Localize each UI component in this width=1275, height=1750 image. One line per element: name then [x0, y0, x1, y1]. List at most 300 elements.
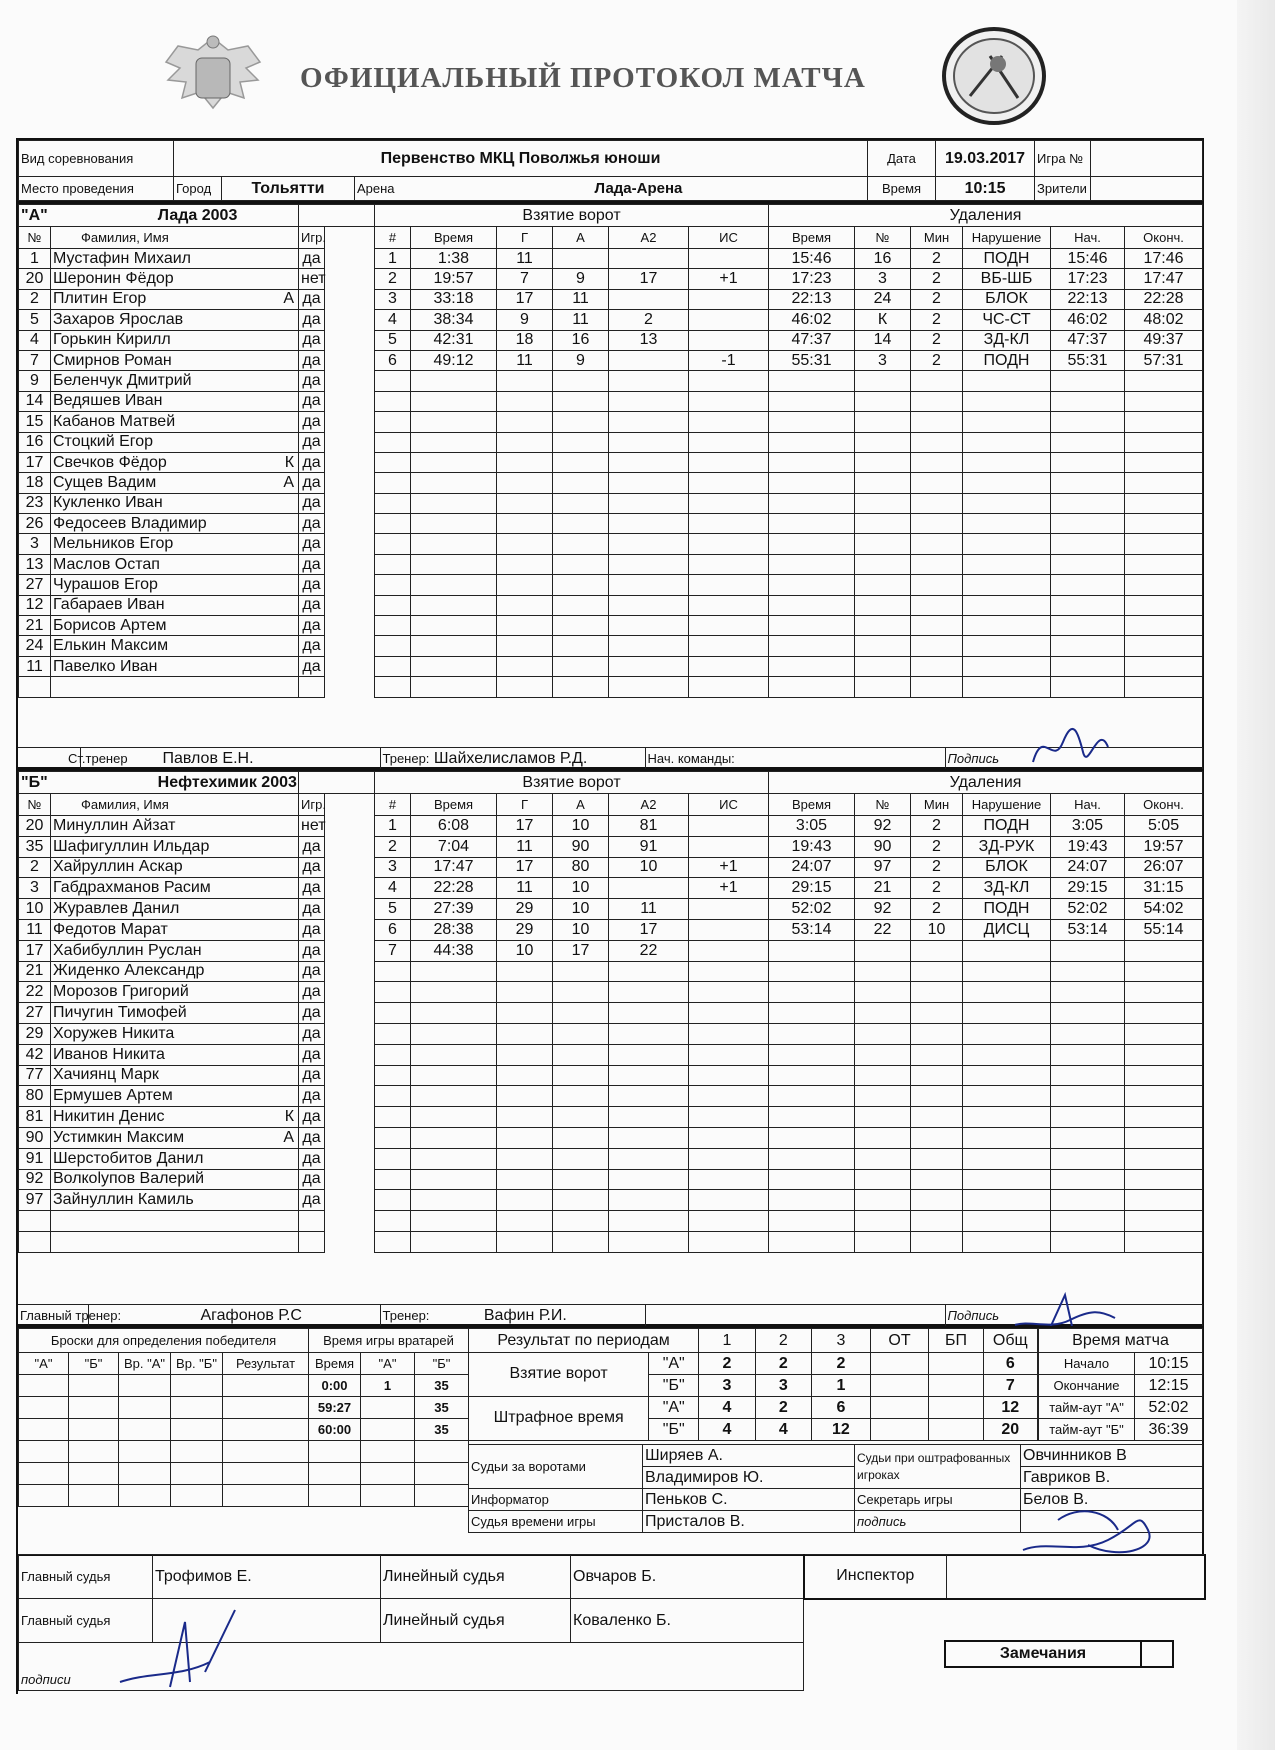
player-name-text: Шеронин Фёдор	[53, 270, 174, 288]
goal-time: 17:47	[411, 857, 497, 878]
player-row	[19, 1065, 375, 1086]
player-row	[19, 878, 375, 899]
col-name-header: Фамилия, Имя	[51, 227, 299, 249]
player-played: да	[299, 310, 325, 330]
player-name	[51, 1023, 299, 1044]
goal-number: 4	[375, 878, 411, 899]
player-number: 77	[19, 1065, 51, 1086]
goal-row	[375, 878, 769, 899]
period-col-header: 2	[755, 1329, 811, 1353]
team-a-section	[16, 202, 1204, 769]
empty-penalty-row	[769, 371, 1203, 391]
penalty-start: 53:14	[1051, 919, 1125, 940]
penalty-player: 16	[855, 249, 911, 269]
goal-strength	[689, 330, 769, 350]
player-row	[19, 493, 375, 513]
player-name-text: Жиденко Александр	[53, 962, 205, 980]
player-name	[51, 982, 299, 1003]
goal-scorer: 18	[497, 330, 553, 350]
empty-penalty-row	[769, 1086, 1203, 1107]
empty-penalty-row	[769, 493, 1203, 513]
player-number: 21	[19, 616, 51, 636]
penalty-player: 24	[855, 289, 911, 309]
pim-row-label: Штрафное время	[469, 1397, 649, 1441]
goal-scorer: 11	[497, 878, 553, 899]
player-row	[19, 1148, 375, 1169]
penalty-minutes: 10	[911, 919, 963, 940]
player-number: 27	[19, 1003, 51, 1024]
goal-time: 7:04	[411, 836, 497, 857]
player-played: да	[299, 982, 325, 1003]
player-played: да	[299, 412, 325, 432]
goal-number: 2	[375, 836, 411, 857]
penalty-minutes: 2	[911, 350, 963, 370]
penalty-end: 48:02	[1125, 310, 1203, 330]
player-name	[51, 1107, 299, 1128]
penalty-infraction: ДИСЦ	[963, 919, 1051, 940]
goal-number: 3	[375, 289, 411, 309]
player-number: 15	[19, 412, 51, 432]
player-name-text: Шерстобитов Данил	[53, 1149, 204, 1167]
team-a-head-coach-label: Ст.тренер	[68, 751, 128, 766]
penalties-col-header: Оконч.	[1125, 794, 1203, 816]
player-played: да	[299, 391, 325, 411]
player-number: 1	[19, 249, 51, 269]
empty-goal-row	[375, 595, 769, 615]
goal-row	[375, 836, 769, 857]
player-name	[51, 473, 299, 493]
player-name	[51, 371, 299, 391]
penalty-player: 21	[855, 878, 911, 899]
empty-goal-row	[375, 452, 769, 472]
player-row	[19, 310, 375, 330]
player-name	[51, 452, 299, 472]
player-played: да	[299, 575, 325, 595]
player-number: 90	[19, 1127, 51, 1148]
penalty-infraction: ЗД-КЛ	[963, 330, 1051, 350]
timekeeper-label: Судья времени игры	[469, 1511, 643, 1533]
player-row	[19, 269, 375, 289]
shootout-col-header: Вр. "А"	[119, 1353, 171, 1375]
period-col-header: Общ	[983, 1329, 1037, 1353]
goals-row-label: Взятие ворот	[469, 1353, 649, 1397]
goal-strength	[689, 919, 769, 940]
penalty-end: 5:05	[1125, 816, 1203, 837]
team-b-name: Нефтехимик 2003	[157, 773, 297, 791]
penalties-header-row	[769, 794, 1203, 816]
empty-penalty-row	[769, 514, 1203, 534]
player-row	[19, 350, 375, 370]
goal-assist-1: 9	[553, 269, 609, 289]
period-value	[929, 1397, 983, 1419]
player-number: 11	[19, 919, 51, 940]
penalties-col-header: Время	[769, 794, 855, 816]
player-name-text: Федотов Марат	[53, 920, 168, 938]
timekeeper-value: Присталов В.	[643, 1511, 855, 1533]
empty-penalty-row	[769, 1127, 1203, 1148]
empty-penalty-row	[769, 1190, 1203, 1211]
goal-scorer: 17	[497, 816, 553, 837]
goal-strength: +1	[689, 878, 769, 899]
player-name	[51, 857, 299, 878]
secretary-label: Секретарь игры	[855, 1489, 1021, 1511]
linesman-2-value: Коваленко Б.	[571, 1599, 804, 1643]
goal-strength: +1	[689, 857, 769, 878]
player-row	[19, 554, 375, 574]
team-b-section	[16, 769, 1204, 1326]
penalty-player: 92	[855, 899, 911, 920]
player-number: 29	[19, 1023, 51, 1044]
player-played: да	[299, 330, 325, 350]
goal-scorer: 29	[497, 919, 553, 940]
player-name-text: Иванов Никита	[53, 1045, 165, 1063]
penalty-time: 17:23	[769, 269, 855, 289]
player-name	[51, 432, 299, 452]
penalty-player: К	[855, 310, 911, 330]
player-number: 7	[19, 350, 51, 370]
goal-number: 1	[375, 816, 411, 837]
empty-penalty-row	[769, 1107, 1203, 1128]
penalty-judges-label: Судьи при оштрафованных игроках	[855, 1445, 1021, 1489]
player-role: А	[283, 1128, 295, 1146]
player-name	[51, 878, 299, 899]
penalty-end: 54:02	[1125, 899, 1203, 920]
period-value	[870, 1375, 929, 1397]
penalty-player: 22	[855, 919, 911, 940]
referee-1-label: Главный судья	[19, 1555, 153, 1599]
period-value: 4	[755, 1419, 811, 1441]
inspector-value	[946, 1555, 1205, 1599]
empty-goal-row	[375, 636, 769, 656]
penalty-player: 3	[855, 269, 911, 289]
penalty-player: 92	[855, 816, 911, 837]
player-name-text: Плитин Егор	[53, 290, 147, 308]
pim-team-b-label: "Б"	[649, 1419, 699, 1441]
player-name-text: Чурашов Егор	[53, 575, 158, 593]
penalty-player: 14	[855, 330, 911, 350]
player-name	[51, 919, 299, 940]
player-name-text: Кукленко Иван	[53, 494, 163, 512]
goal-assist-1: 17	[553, 940, 609, 961]
game-number-value	[1091, 141, 1203, 177]
goal-assist-2	[609, 289, 689, 309]
penalties-title-row	[769, 205, 1203, 227]
player-played: да	[299, 1044, 325, 1065]
empty-goal-row	[375, 1231, 769, 1252]
penalty-minutes: 2	[911, 857, 963, 878]
penalty-row	[769, 857, 1203, 878]
empty-penalty-row	[769, 677, 1203, 697]
start-label: Начало	[1039, 1353, 1135, 1375]
player-number: 91	[19, 1148, 51, 1169]
date-value: 19.03.2017	[936, 141, 1035, 177]
goalie-time: 60:00	[309, 1419, 361, 1441]
goal-row	[375, 350, 769, 370]
tb-penalties-table	[768, 771, 1203, 1253]
player-row	[19, 636, 375, 656]
goals-title: Взятие ворот	[375, 205, 769, 227]
player-row	[19, 1169, 375, 1190]
penalty-row	[769, 836, 1203, 857]
empty-penalty-row	[769, 595, 1203, 615]
player-row	[19, 1127, 375, 1148]
penalties-col-header: Нач.	[1051, 227, 1125, 249]
player-name	[51, 350, 299, 370]
goal-strength	[689, 289, 769, 309]
empty-penalty-row	[769, 656, 1203, 676]
penalty-end: 17:46	[1125, 249, 1203, 269]
goal-assist-2: 10	[609, 857, 689, 878]
player-number: 2	[19, 857, 51, 878]
penalty-start: 52:02	[1051, 899, 1125, 920]
period-value: 12	[983, 1397, 1037, 1419]
empty-penalty-row	[769, 534, 1203, 554]
goals-col-header: Время	[411, 794, 497, 816]
player-row	[19, 371, 375, 391]
goal-number: 5	[375, 899, 411, 920]
player-number: 97	[19, 1190, 51, 1211]
goal-judges-label: Судьи за воротами	[469, 1445, 643, 1489]
goal-scorer: 17	[497, 289, 553, 309]
goals-team-a-label: "А"	[649, 1353, 699, 1375]
player-name-text: Мельников Егор	[53, 535, 174, 553]
penalty-infraction: ЧС-СТ	[963, 310, 1051, 330]
player-number: 14	[19, 391, 51, 411]
player-row	[19, 575, 375, 595]
period-results-table	[468, 1328, 1038, 1441]
player-name-text: Мустафин Михаил	[53, 249, 192, 267]
player-played: да	[299, 636, 325, 656]
penalty-infraction: БЛОК	[963, 857, 1051, 878]
player-name	[51, 1044, 299, 1065]
player-name-text: Журавлев Данил	[53, 900, 180, 918]
player-row	[19, 595, 375, 615]
federation-emblem-icon	[158, 28, 268, 123]
player-name-text: Ермушев Артем	[53, 1087, 173, 1105]
penalty-minutes: 2	[911, 249, 963, 269]
goal-assist-2: 22	[609, 940, 689, 961]
empty-penalty-row	[769, 1065, 1203, 1086]
player-name-text: Захаров Ярослав	[53, 310, 184, 328]
team-b-head-coach-label: Главный тренер:	[18, 1305, 88, 1327]
goal-strength: -1	[689, 350, 769, 370]
player-name-text: Габдрахманов Расим	[53, 879, 211, 897]
player-played: да	[299, 350, 325, 370]
penalties-header-row	[769, 227, 1203, 249]
end-value: 12:15	[1135, 1375, 1203, 1397]
shootout-col-header: Вр. "Б"	[171, 1353, 223, 1375]
referee-2-label: Главный судья	[19, 1599, 153, 1643]
player-number: 92	[19, 1169, 51, 1190]
player-name	[51, 1190, 299, 1211]
player-number: 10	[19, 899, 51, 920]
ta-roster-header	[19, 227, 375, 249]
goal-assist-1: 11	[553, 310, 609, 330]
goal-time: 49:12	[411, 350, 497, 370]
goal-scorer: 29	[497, 899, 553, 920]
player-name-text: Федосеев Владимир	[53, 514, 207, 532]
secretary-signature-mark	[1018, 1500, 1158, 1560]
penalty-time: 47:37	[769, 330, 855, 350]
goal-assist-1: 80	[553, 857, 609, 878]
shootout-col-header: "А"	[19, 1353, 69, 1375]
player-played: да	[299, 616, 325, 636]
empty-penalty-row	[769, 961, 1203, 982]
competition-label: Вид соревнования	[19, 141, 174, 177]
empty-goal-row	[375, 982, 769, 1003]
timeout-b-value: 36:39	[1135, 1419, 1203, 1441]
goal-assist-1: 11	[553, 289, 609, 309]
player-role: А	[283, 473, 295, 491]
goal-scorer: 7	[497, 269, 553, 289]
goals-header-row	[375, 794, 769, 816]
goal-assist-2: 11	[609, 899, 689, 920]
player-number: 20	[19, 816, 51, 837]
shootout-table	[18, 1328, 309, 1507]
penalty-minutes: 2	[911, 816, 963, 837]
player-row	[19, 412, 375, 432]
goalie-row	[309, 1419, 469, 1441]
competition-value: Первенство МКЦ Поволжья юноши	[174, 141, 868, 177]
goal-strength	[689, 816, 769, 837]
player-row	[19, 1107, 375, 1128]
goal-assist-1: 9	[553, 350, 609, 370]
player-name-text: Елькин Максим	[53, 637, 169, 655]
penalty-minutes: 2	[911, 878, 963, 899]
player-row	[19, 899, 375, 920]
penalty-end: 19:57	[1125, 836, 1203, 857]
player-row	[19, 982, 375, 1003]
goal-time: 6:08	[411, 816, 497, 837]
player-name	[51, 554, 299, 574]
empty-goal-row	[375, 677, 769, 697]
linesman-1-label: Линейный судья	[381, 1555, 571, 1599]
goals-title-row	[375, 205, 769, 227]
goals-team-b-label: "Б"	[649, 1375, 699, 1397]
goalie-team-a	[361, 1419, 415, 1441]
empty-penalty-row	[769, 940, 1203, 961]
player-name	[51, 961, 299, 982]
player-played: да	[299, 1169, 325, 1190]
empty-goal-row	[375, 656, 769, 676]
player-name	[51, 514, 299, 534]
game-number-label: Игра №	[1035, 141, 1091, 177]
player-row	[19, 514, 375, 534]
penalty-start: 29:15	[1051, 878, 1125, 899]
protocol-title: ОФИЦИАЛЬНЫЙ ПРОТОКОЛ МАТЧА	[300, 62, 866, 94]
team-a-chief-label: Нач. команды:	[645, 748, 945, 770]
goal-row	[375, 269, 769, 289]
empty-row	[19, 1231, 375, 1252]
goal-assist-1: 10	[553, 878, 609, 899]
goals-col-header: А	[553, 794, 609, 816]
empty-penalty-row	[769, 452, 1203, 472]
player-role: А	[283, 290, 295, 308]
player-played: да	[299, 899, 325, 920]
team-a-coach-label: Тренер:	[382, 750, 430, 766]
penalty-start: 19:43	[1051, 836, 1125, 857]
player-played: да	[299, 249, 325, 269]
penalty-start: 17:23	[1051, 269, 1125, 289]
spectators-value	[1091, 177, 1203, 201]
period-value: 2	[699, 1353, 755, 1375]
player-number: 18	[19, 473, 51, 493]
period-value	[929, 1353, 983, 1375]
empty-penalty-row	[769, 473, 1203, 493]
player-played: да	[299, 493, 325, 513]
penalties-title: Удаления	[769, 772, 1203, 794]
player-number: 81	[19, 1107, 51, 1128]
penalty-minutes: 2	[911, 310, 963, 330]
player-number: 11	[19, 656, 51, 676]
empty-penalty-row	[769, 1148, 1203, 1169]
penalty-time: 19:43	[769, 836, 855, 857]
player-name	[51, 656, 299, 676]
penalties-col-header: №	[855, 227, 911, 249]
player-row	[19, 1044, 375, 1065]
penalty-end: 57:31	[1125, 350, 1203, 370]
goal-time: 28:38	[411, 919, 497, 940]
goalie-time: 0:00	[309, 1375, 361, 1397]
player-number: 2	[19, 289, 51, 309]
goal-scorer: 11	[497, 350, 553, 370]
team-a-letter: "А"	[21, 206, 48, 224]
penalties-title-row	[769, 772, 1203, 794]
penalty-player: 97	[855, 857, 911, 878]
empty-goal-row	[375, 961, 769, 982]
empty-goal-row	[375, 1190, 769, 1211]
penalty-infraction: ПОДН	[963, 899, 1051, 920]
goal-strength	[689, 249, 769, 269]
player-number: 17	[19, 452, 51, 472]
team-b-coach: Вафин Р.И.	[483, 1306, 567, 1324]
goals-title: Взятие ворот	[375, 772, 769, 794]
ta-penalties-table	[768, 204, 1203, 698]
player-row	[19, 534, 375, 554]
goal-assist-2	[609, 249, 689, 269]
penalty-end: 31:15	[1125, 878, 1203, 899]
player-played: да	[299, 857, 325, 878]
goal-strength	[689, 899, 769, 920]
penalty-end: 26:07	[1125, 857, 1203, 878]
player-name	[51, 412, 299, 432]
time-label: Время	[868, 177, 936, 201]
goal-time: 42:31	[411, 330, 497, 350]
player-played: нет	[299, 816, 325, 837]
player-number: 17	[19, 940, 51, 961]
penalties-title: Удаления	[769, 205, 1203, 227]
penalty-player: 90	[855, 836, 911, 857]
shootout-col-header: Результат	[223, 1353, 309, 1375]
penalty-end: 55:14	[1125, 919, 1203, 940]
penalty-time: 55:31	[769, 350, 855, 370]
informer-label: Информатор	[469, 1489, 643, 1511]
penalties-col-header: Нарушение	[963, 227, 1051, 249]
goal-assist-2: 91	[609, 836, 689, 857]
player-played: да	[299, 1003, 325, 1024]
player-played: да	[299, 1086, 325, 1107]
period-col-header: БП	[929, 1329, 983, 1353]
penalty-infraction: ВБ-ШБ	[963, 269, 1051, 289]
empty-penalty-row	[769, 554, 1203, 574]
penalty-infraction: ПОДН	[963, 816, 1051, 837]
player-role: К	[284, 453, 295, 471]
penalty-end: 49:37	[1125, 330, 1203, 350]
empty-goal-row	[375, 1148, 769, 1169]
empty-goal-row	[375, 1003, 769, 1024]
goal-row	[375, 816, 769, 837]
goal-assist-1: 10	[553, 816, 609, 837]
